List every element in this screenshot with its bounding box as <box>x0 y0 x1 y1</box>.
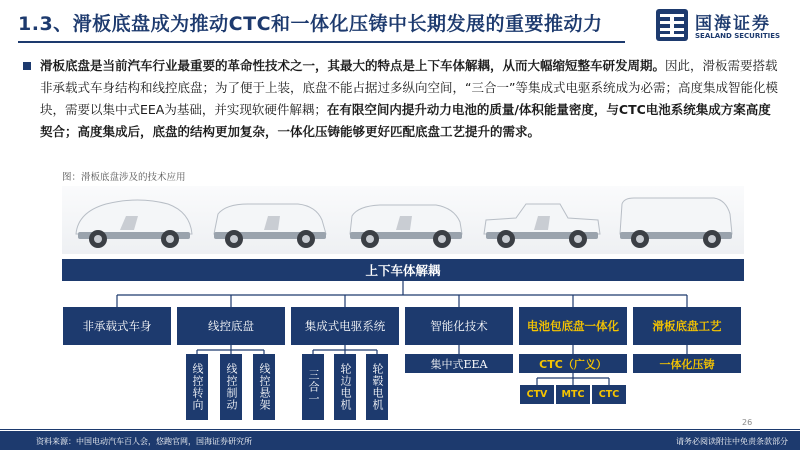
wheel-side-motor-box: 轮边电机 <box>334 354 356 420</box>
skateboard-chassis-image <box>62 186 744 254</box>
category-skateboard-process: 滑板底盘工艺 <box>633 307 741 345</box>
category-non-load-bearing-body: 非承载式车身 <box>63 307 171 345</box>
brand-logo <box>655 8 795 44</box>
category-intelligent-tech: 智能化技术 <box>405 307 513 345</box>
paragraph-lead: 滑板底盘是当前汽车行业最重要的革命性技术之一，其最大的特点是上下车体解耦，从而大幅缩短整车研发周期。 <box>40 58 666 73</box>
integrated-die-casting-box: 一体化压铸 <box>633 354 741 373</box>
logo-chinese-name: 国海证券 <box>695 14 771 34</box>
car-illustration-3 <box>340 190 470 252</box>
page-title: 1.3、滑板底盘成为推动CTC和一体化压铸中长期发展的重要推动力 <box>18 13 603 35</box>
category-wire-control-chassis: 线控底盘 <box>177 307 285 345</box>
decoupling-main-bar: 上下车体解耦 <box>62 259 744 281</box>
footer-bar <box>0 431 800 450</box>
wire-steering-box: 线控转向 <box>186 354 208 420</box>
mtc-box: MTC <box>556 385 590 404</box>
ctc-box: CTC <box>592 385 626 404</box>
disclaimer-note: 请务必阅读附注中免责条款部分 <box>676 437 788 446</box>
car-illustration-4 <box>476 190 606 252</box>
paragraph-conclusion: 在有限空间内提升动力电池的质量/体积能量密度，与CTC电池系统集成方案高度契合；高度集成后，底盘的结构更加复杂，一体化压铸能够更好匹配底盘工艺提升的需求。 <box>40 102 771 139</box>
car-illustration-5 <box>610 190 740 252</box>
ctc-general-box: CTC（广义） <box>519 354 627 373</box>
sealand-logo-icon <box>655 8 689 42</box>
wire-braking-box: 线控制动 <box>220 354 242 420</box>
ctv-box: CTV <box>520 385 554 404</box>
footer-divider <box>0 429 800 430</box>
category-battery-chassis-integration: 电池包底盘一体化 <box>519 307 627 345</box>
car-illustration-2 <box>204 190 334 252</box>
wire-suspension-box: 线控悬架 <box>253 354 275 420</box>
paragraph-middle: 因此，滑板需要搭载非承载式车身结构和线控底盘；为了便于上装，底盘不能占据过多纵向空间，“三合一”等集成式电驱系统成为必需；高度集成智能化模块，需要以集中式EEA为基础，并实现软硬件解耦； <box>40 58 778 117</box>
logo-english-name: SEALAND SECURITIES <box>695 32 781 40</box>
source-note: 资料来源：中国电动汽车百人会，悠跑官网，国海证券研究所 <box>36 437 252 446</box>
body-paragraph <box>40 55 780 143</box>
three-in-one-box: 三合一 <box>302 354 324 420</box>
page-number: 26 <box>742 418 753 427</box>
figure-caption: 图：滑板底盘涉及的技术应用 <box>62 172 186 183</box>
car-illustration-1 <box>68 190 198 252</box>
category-integrated-drive-system: 集成式电驱系统 <box>291 307 399 345</box>
title-divider <box>18 41 625 43</box>
centralized-eea-box: 集中式EEA <box>405 354 513 373</box>
square-bullet-icon <box>23 62 31 70</box>
hub-motor-box: 轮毂电机 <box>366 354 388 420</box>
